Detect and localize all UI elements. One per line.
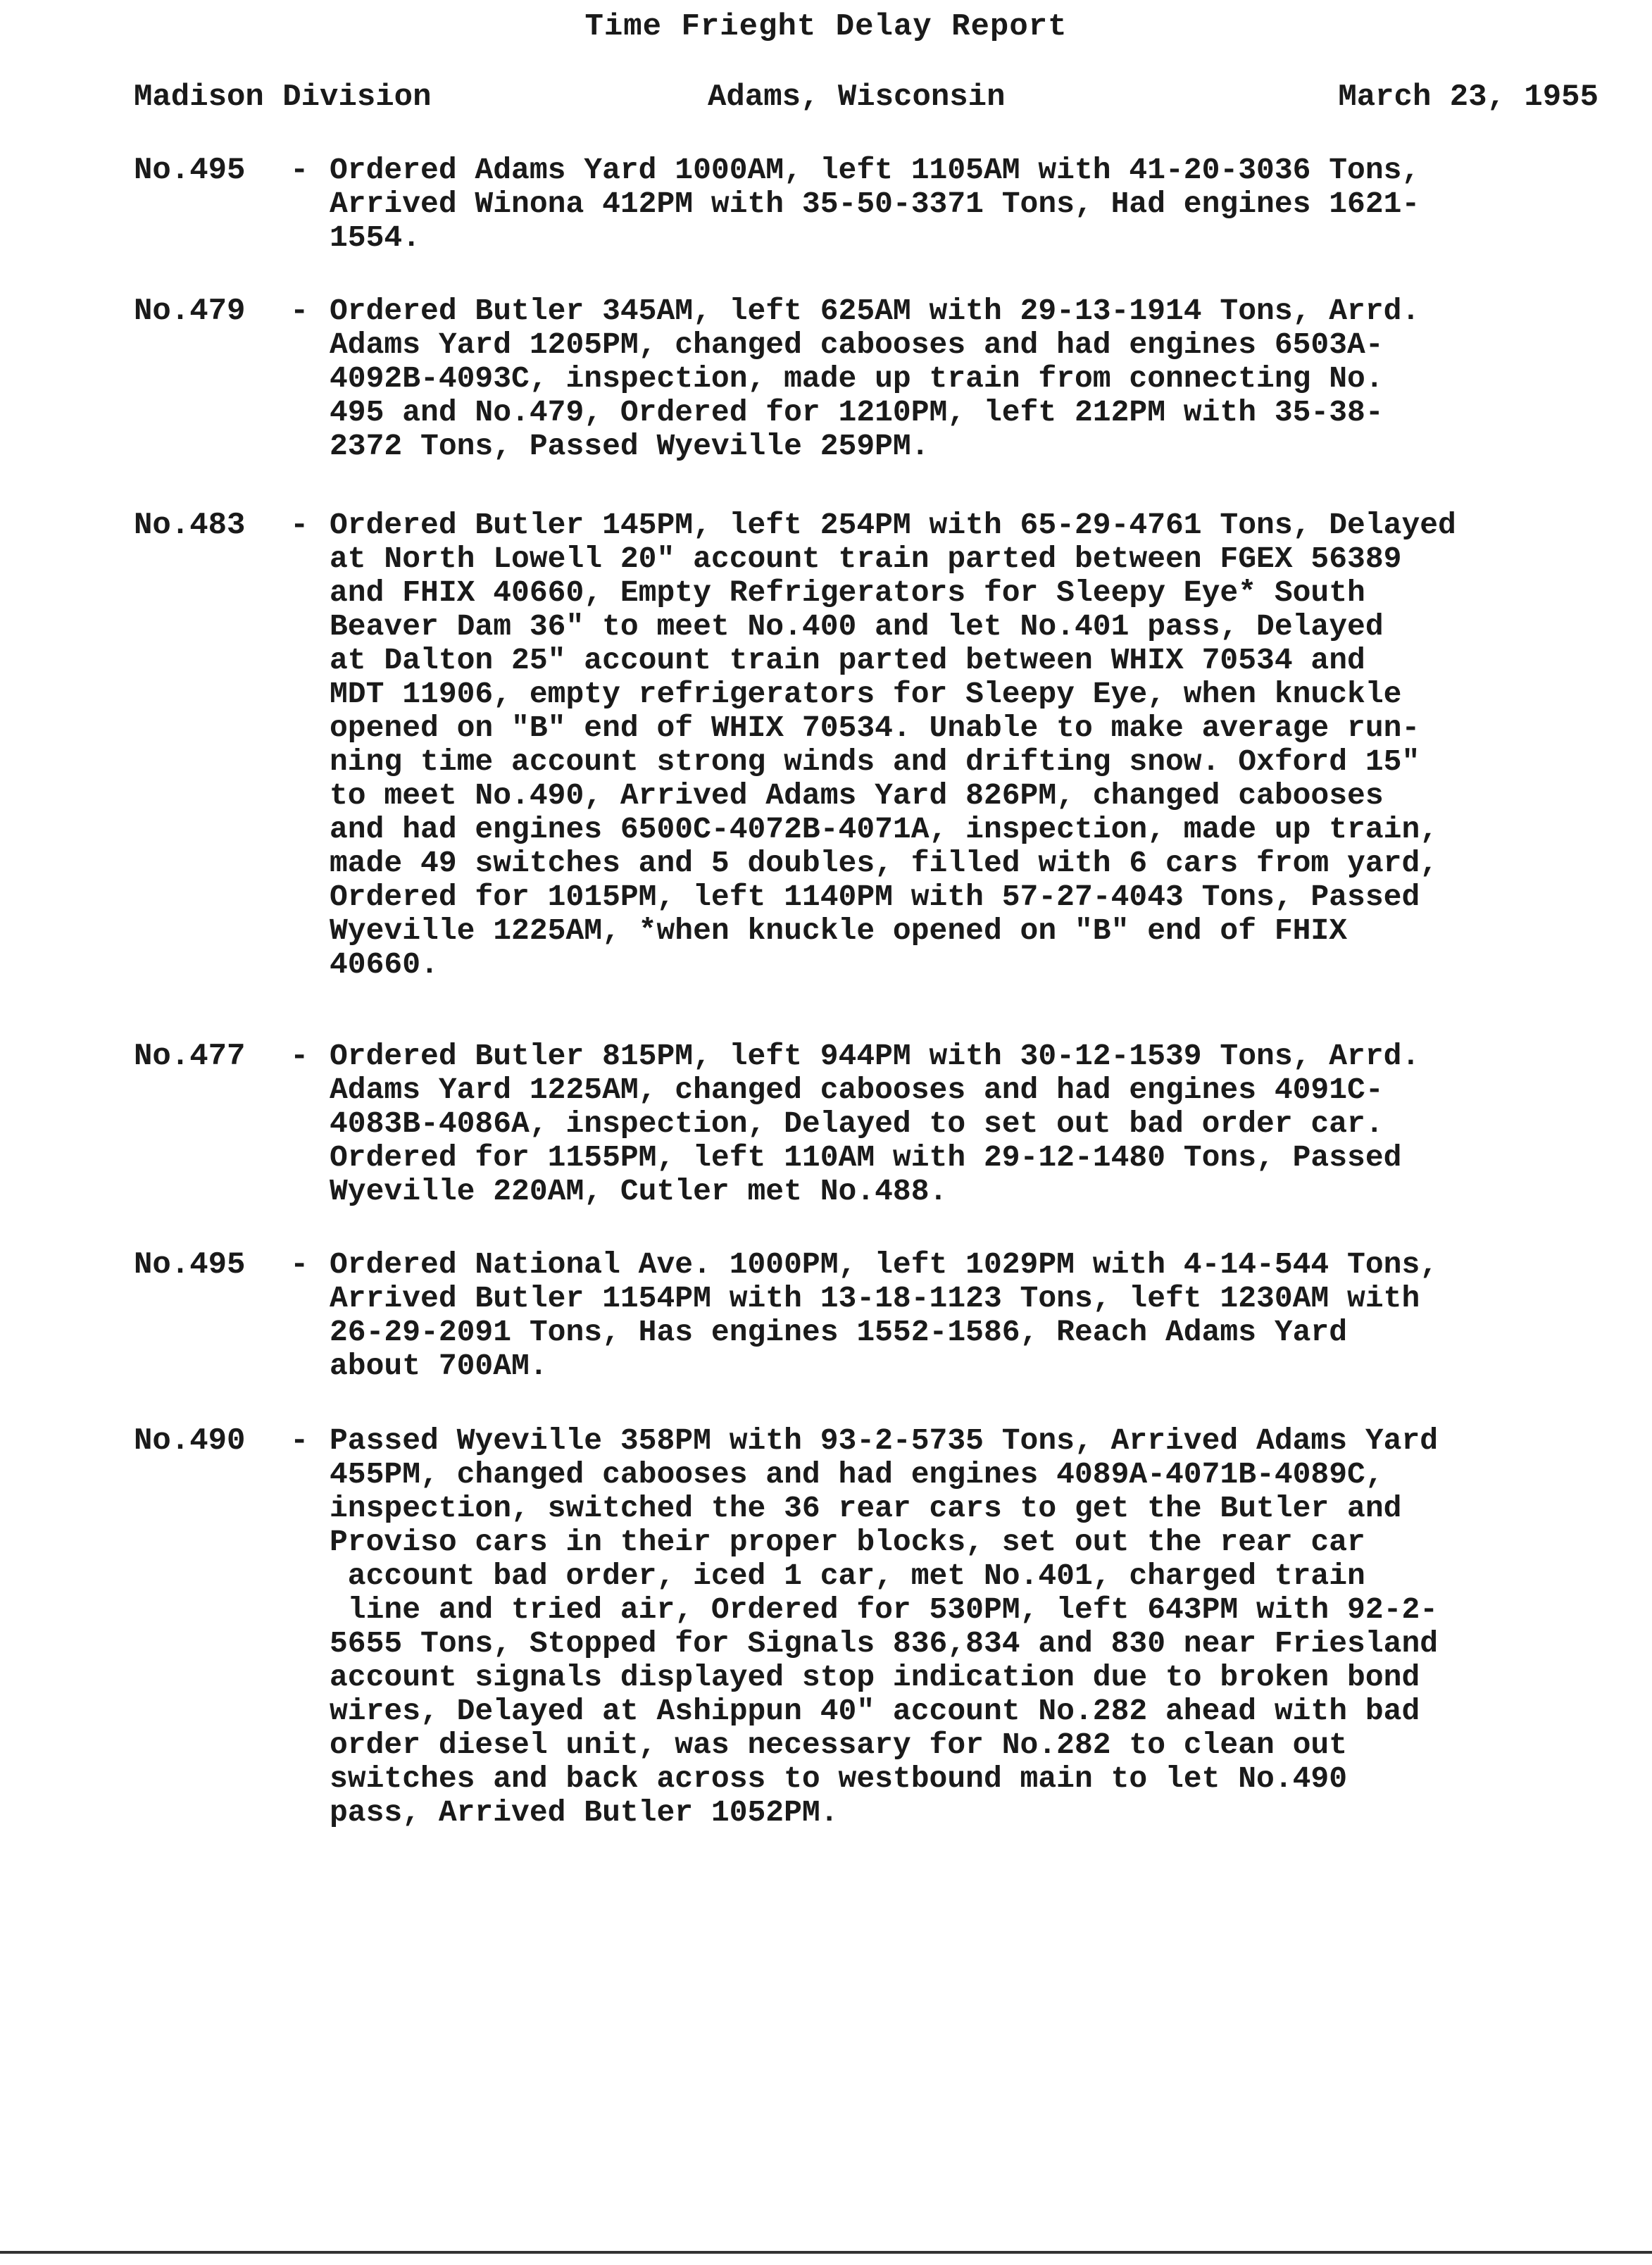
train-number: No.483 [134, 508, 246, 543]
entry-dash: - [290, 294, 309, 329]
train-number: No.495 [134, 1247, 246, 1283]
train-number: No.477 [134, 1039, 246, 1074]
entry-text: Ordered Butler 815PM, left 944PM with 30-12-1539 Tons, Arrd. Adams Yard 1225AM, changed cabooses and had engines 4091C- 4083B-4086A, inspection, Delayed to set out bad order car. Ordered for 1155PM, left 110AM with 29-12-1480 Tons, Passed Wyeville 220AM, Cutler met No.488. [330, 1039, 1420, 1209]
entry-dash: - [290, 1247, 309, 1283]
entry-text: Passed Wyeville 358PM with 93-2-5735 Tons, Arrived Adams Yard 455PM, changed cabooses and had engines 4089A-4071B-4089C, inspection, switched the 36 rear cars to get the Butler and Proviso cars in their proper blocks, set out the rear car account bad order, iced 1 car, met No.401, charged train line and tried air, Ordered for 530PM, left 643PM with 92-2- 5655 Tons, Stopped for Signals 836,834 and 830 near Friesland account signals displayed stop indication due to broken bond wires, Delayed at Ashippun 40" account No.282 ahead with bad order diesel unit, was necessary for No.282 to clean out switches and back across to westbound main to let No.490 pass, Arrived Butler 1052PM. [330, 1423, 1439, 1830]
train-number: No.490 [134, 1423, 246, 1459]
location-label: Adams, Wisconsin [708, 80, 1006, 115]
entry-text: Ordered Butler 345AM, left 625AM with 29-13-1914 Tons, Arrd. Adams Yard 1205PM, changed cabooses and had engines 6503A- 4092B-4093C, inspection, made up train from connecting No. 495 and No.479, Ordered for 1210PM, left 212PM with 35-38- 2372 Tons, Passed Wyeville 259PM. [330, 294, 1420, 463]
train-number: No.495 [134, 153, 246, 188]
report-header [134, 76, 1598, 118]
report-title: Time Frieght Delay Report [584, 9, 1068, 44]
entry-text: Ordered National Ave. 1000PM, left 1029PM with 4-14-544 Tons, Arrived Butler 1154PM with 13-18-1123 Tons, left 1230AM with 26-29-2091 Tons, Has engines 1552-1586, Reach Adams Yard about 700AM. [330, 1247, 1439, 1383]
entry-dash: - [290, 1039, 309, 1074]
entry-text: Ordered Adams Yard 1000AM, left 1105AM with 41-20-3036 Tons, Arrived Winona 412PM with 35-50-3371 Tons, Had engines 1621- 1554. [330, 153, 1420, 255]
entry-dash: - [290, 153, 309, 188]
report-date: March 23, 1955 [1338, 80, 1598, 115]
train-number: No.479 [134, 294, 246, 329]
division-label: Madison Division [134, 80, 432, 115]
entry-dash: - [290, 1423, 309, 1459]
entry-text: Ordered Butler 145PM, left 254PM with 65-29-4761 Tons, Delayed at North Lowell 20" account train parted between FGEX 56389 and FHIX 40660, Empty Refrigerators for Sleepy Eye* South Beaver Dam 36" to meet No.400 and let No.401 pass, Delayed at Dalton 25" account train parted between WHIX 70534 and MDT 11906, empty refrigerators for Sleepy Eye, when knuckle opened on "B" end of WHIX 70534. Unable to make average run- ning time account strong winds and drifting snow. Oxford 15" to meet No.490, Arrived Adams Yard 826PM, changed cabooses and had engines 6500C-4072B-4071A, inspection, made up train, made 49 switches and 5 doubles, filled with 6 cars from yard, Ordered for 1015PM, left 1140PM with 57-27-4043 Tons, Passed Wyeville 1225AM, *when knuckle opened on "B" end of FHIX 40660. [330, 508, 1456, 982]
entry-dash: - [290, 508, 309, 543]
scan-edge-line [0, 2251, 1652, 2254]
